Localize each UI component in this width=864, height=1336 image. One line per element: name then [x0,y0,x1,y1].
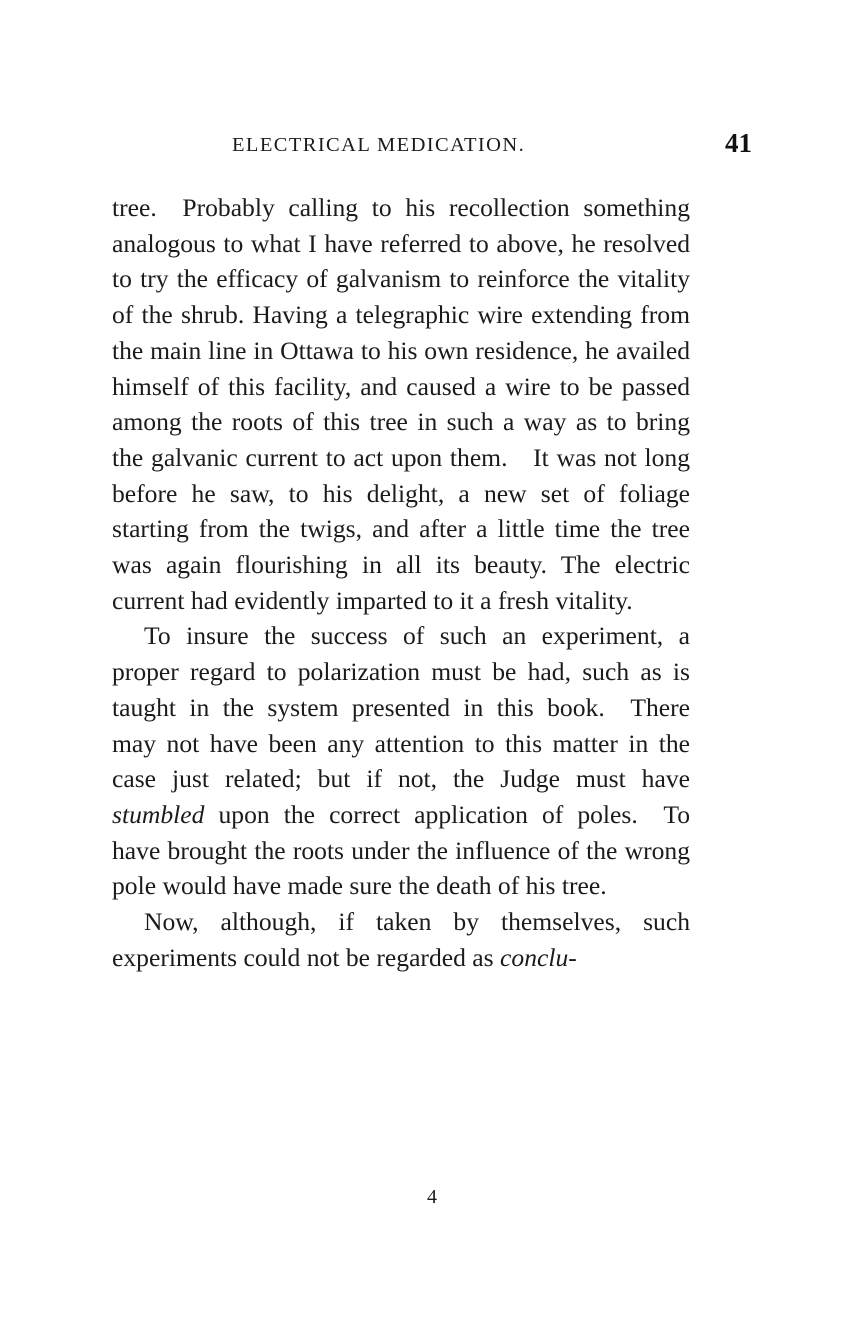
text-run: Now, although, if taken by themselves, such experiments could not be regarded as [112,907,690,972]
signature-mark: 4 [427,1186,437,1208]
paragraph [112,618,690,904]
running-head [112,128,752,166]
page-number: 41 [725,128,752,158]
body-text [112,190,690,975]
italic-run: conclu- [500,942,577,972]
text-run: To insure the success of such an experiment, a proper regard to polarization must be had, such as is taught in the system presented in this book. There may not have been any attention to this matter in the case just related; but if not, the Judge must have [112,621,690,794]
italic-run: stumbled [112,799,205,829]
text-run: upon the correct application of poles. To have brought the roots under the influence of the wrong pole would have made sure the death of his tree. [112,799,690,901]
text-run: tree. Probably calling to his recollection something analogous to what I have referred to above, he resolved to try the efficacy of galvanism to reinforce the vitality of the shrub. Having a telegraphic wire extending from the main line in Ottawa to his own residence, he availed himself of this facility, and caused a wire to be passed among the roots of this tree in such a way as to bring the galvanic current to act upon them. It was not long before he saw, to his delight, a new set of foliage starting from the twigs, and after a little time the tree was again flourishing in all its beauty. The electric current had evidently imparted to it a fresh vitality. [112,193,690,615]
paragraph [112,190,690,618]
running-head-title: ELECTRICAL MEDICATION. [232,134,526,156]
paragraph [112,904,690,975]
